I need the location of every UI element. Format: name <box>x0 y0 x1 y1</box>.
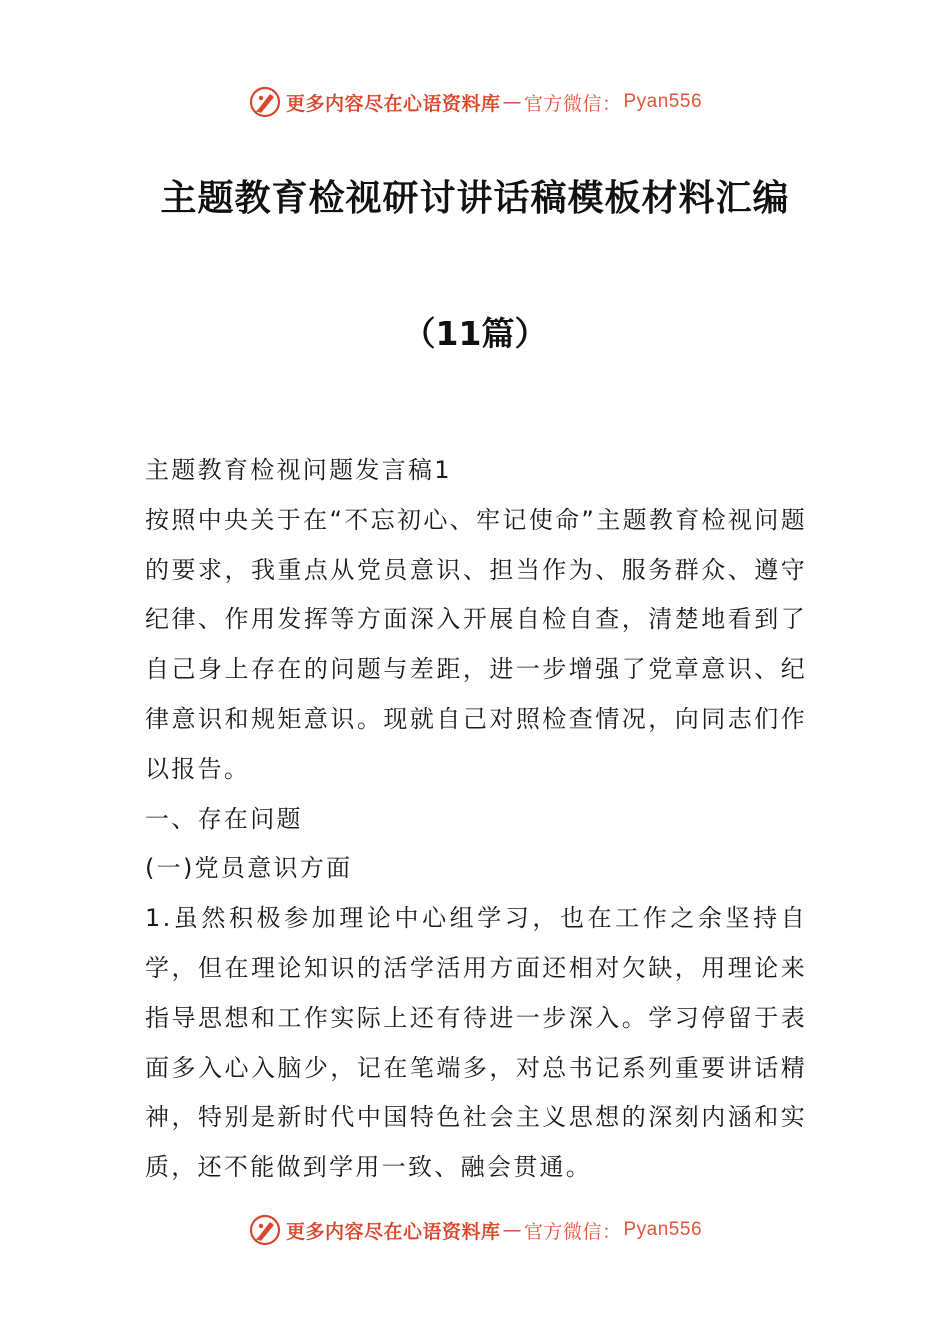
watermark-wechat-label: 官方微信： <box>523 92 622 115</box>
watermark-wechat-id: Pyan556 <box>623 91 703 112</box>
quill-pen-logo-icon <box>248 1213 282 1247</box>
quill-pen-logo-icon <box>248 85 282 119</box>
watermark-wechat-label: 官方微信： <box>523 1220 622 1243</box>
document-title: 主题教育检视研讨讲话稿模板材料汇编 <box>160 178 790 219</box>
header-watermark <box>0 82 950 122</box>
footer-watermark <box>0 1210 950 1250</box>
speech-heading: 主题教育检视问题发言稿1 <box>145 456 452 484</box>
watermark-brand: 更多内容尽在心语资料库 <box>285 92 501 115</box>
watermark-brand: 更多内容尽在心语资料库 <box>285 1220 501 1243</box>
intro-paragraph: 按照中央关于在“不忘初心、牢记使命”主题教育检视问题的要求，我重点从党员意识、担当作为、服务群众、遵守纪律、作用发挥等方面深入开展自检自查，清楚地看到了自己身上存在的问题与差距，进一步增强了党章意识、纪律意识和规矩意识。现就自己对照检查情况，向同志们作以报告。 <box>145 505 807 783</box>
watermark-separator: — <box>502 91 522 113</box>
point-paragraph: 1.虽然积极参加理论中心组学习，也在工作之余坚持自学，但在理论知识的活学活用方面还相对欠缺，用理论来指导思想和工作实际上还有待进一步深入。学习停留于表面多入心入脑少，记在笔端多，对总书记系列重要讲话精神，特别是新时代中国特色社会主义思想的深刻内涵和实质，还不能做到学用一致、融会贯通。 <box>145 904 807 1182</box>
subsection-heading: (一)党员意识方面 <box>145 854 353 883</box>
document-subtitle: （11篇） <box>402 314 548 353</box>
watermark-wechat-id: Pyan556 <box>623 1219 703 1240</box>
section-heading: 一、存在问题 <box>145 804 303 833</box>
document-body <box>145 446 807 1193</box>
watermark-separator: — <box>502 1219 522 1241</box>
